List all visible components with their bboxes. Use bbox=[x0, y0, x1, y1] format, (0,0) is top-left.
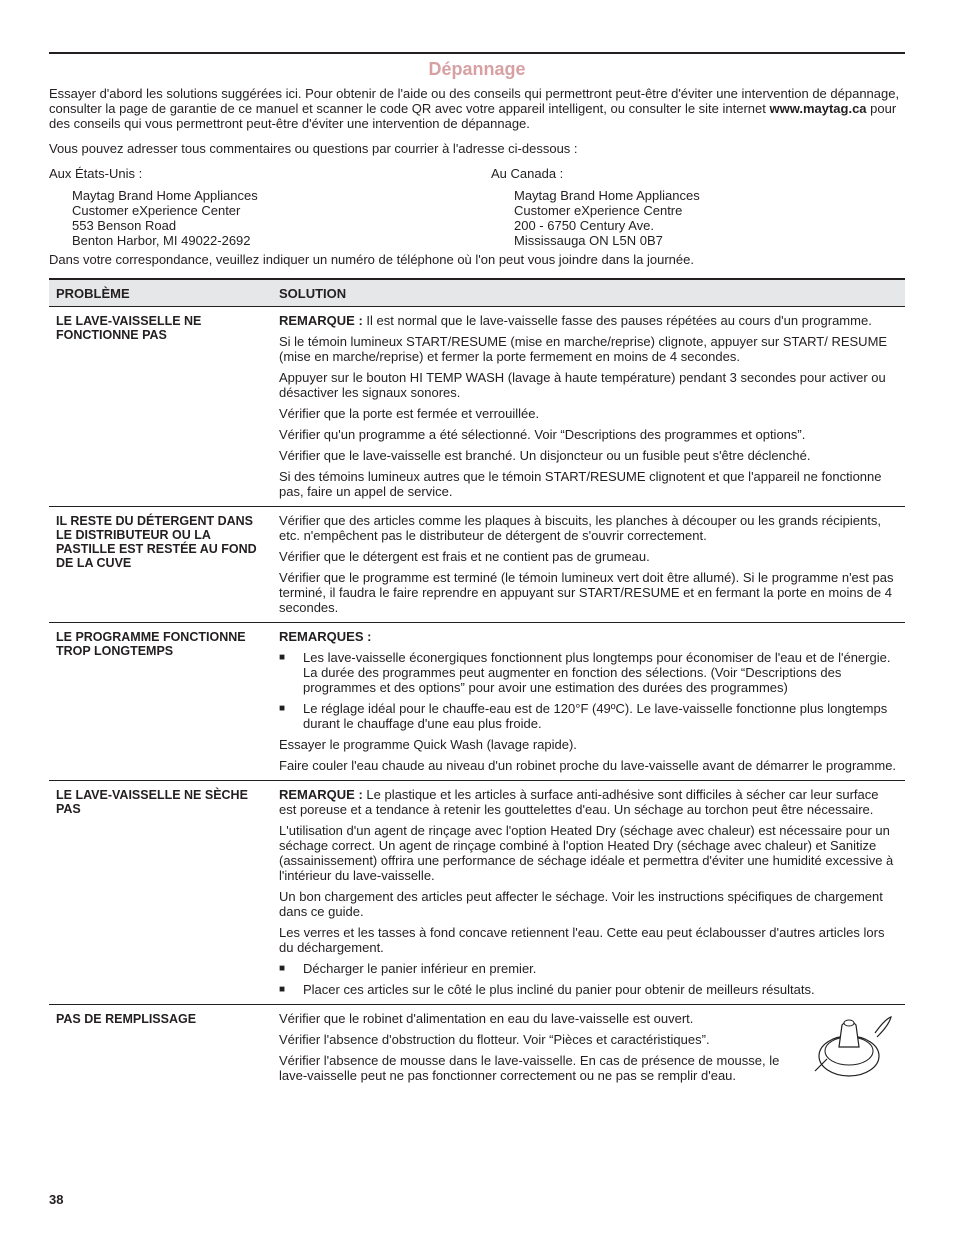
bullet-square-icon: ■ bbox=[279, 963, 286, 974]
bullet-square-icon: ■ bbox=[279, 984, 286, 995]
solution-text: Si le témoin lumineux START/RESUME (mise en marche/reprise) clignote, appuyer sur START/ RESUME (mise en marche/reprise) et fermer la porte fermement en moins de 4 secondes. bbox=[279, 334, 888, 364]
address-line: Customer eXperience Center bbox=[72, 203, 241, 218]
bullet-item bbox=[279, 650, 899, 695]
column-header-solution: SOLUTION bbox=[268, 279, 905, 307]
table-row bbox=[49, 507, 905, 623]
troubleshooting-table bbox=[49, 278, 905, 1090]
top-rule bbox=[49, 52, 905, 54]
bullet-text: Placer ces articles sur le côté le plus incliné du panier pour obtenir de meilleurs résultats. bbox=[303, 982, 815, 997]
solution-text: Vérifier que le lave-vaisselle est branché. Un disjoncteur ou un fusible peut s'être déclenché. bbox=[279, 448, 811, 463]
solution-text bbox=[279, 313, 899, 328]
bullet-text: Les lave-vaisselle éconergiques fonctionnent plus longtemps pour économiser de l'eau et de l'énergie. La durée des programmes peut augmenter en fonction des sélections. (Voir “Descriptions des programmes et des options” pour avoir une estimation des durées des programmes) bbox=[303, 650, 891, 695]
bullet-square-icon: ■ bbox=[279, 703, 286, 714]
solution-text: Faire couler l'eau chaude au niveau d'un robinet proche du lave-vaisselle avant de démarrer le programme. bbox=[279, 758, 897, 773]
solution-text: Vérifier l'absence d'obstruction du flotteur. Voir “Pièces et caractéristiques”. bbox=[279, 1032, 710, 1047]
note-label: REMARQUE : bbox=[279, 787, 363, 802]
solution-text: Vérifier que le programme est terminé (le témoin lumineux vert doit être allumé). Si le programme n'est pas terminé, il faudra le faire reprendre en appuyant sur START/RESUME et en fermant la porte en moins de 4 secondes. bbox=[279, 570, 894, 615]
solution-text bbox=[279, 787, 899, 817]
note-text: Il est normal que le lave-vaisselle fasse des pauses répétées au cours d'un programme. bbox=[362, 313, 872, 328]
address-us bbox=[49, 166, 349, 248]
table-row bbox=[49, 1005, 905, 1091]
closing-note: Dans votre correspondance, veuillez indiquer un numéro de téléphone où l'on peut vous joindre dans la journée. bbox=[49, 252, 694, 267]
problem-cell: LE LAVE-VAISSELLE NE SÈCHE PAS bbox=[49, 781, 268, 1005]
solution-cell bbox=[268, 623, 905, 781]
address-line: Customer eXperience Centre bbox=[514, 203, 683, 218]
solution-text: Vérifier l'absence de mousse dans le lave-vaisselle. En cas de présence de mousse, le lave-vaisselle peut ne pas fonctionner correctement ou ne pas se remplir d'eau. bbox=[279, 1053, 780, 1083]
solution-text: Un bon chargement des articles peut affecter le séchage. Voir les instructions spécifiques de chargement dans ce guide. bbox=[279, 889, 883, 919]
solution-cell bbox=[268, 781, 905, 1005]
float-illustration-icon bbox=[805, 1011, 895, 1081]
bullet-text: Décharger le panier inférieur en premier. bbox=[303, 961, 537, 976]
address-line: 200 - 6750 Century Ave. bbox=[514, 218, 654, 233]
solution-cell bbox=[268, 307, 905, 507]
address-ca bbox=[491, 166, 791, 248]
solution-text: Vérifier que la porte est fermée et verrouillée. bbox=[279, 406, 540, 421]
note-label: REMARQUE : bbox=[279, 313, 363, 328]
intro-text-end: pour des conseils qui vous permettront peut-être d'éviter une intervention de dépannage. bbox=[49, 101, 897, 131]
address-line: Maytag Brand Home Appliances bbox=[72, 188, 258, 203]
intro-paragraph bbox=[49, 86, 905, 131]
address-line: Mississauga ON L5N 0B7 bbox=[514, 233, 663, 248]
intro-text: Essayer d'abord les solutions suggérées ici. Pour obtenir de l'aide ou des conseils qui permettront peut-être d'éviter une intervention de dépannage, consulter la page de garantie de ce manuel et scanner le code QR avec votre appareil intelligent, ou consulter le site internet bbox=[49, 86, 900, 116]
solution-text: Appuyer sur le bouton HI TEMP WASH (lavage à haute température) pendant 3 secondes pour activer ou désactiver les signaux sonores. bbox=[279, 370, 886, 400]
table-row bbox=[49, 781, 905, 1005]
address-us-heading: Aux États-Unis : bbox=[49, 166, 143, 181]
address-line: Maytag Brand Home Appliances bbox=[514, 188, 700, 203]
page-number: 38 bbox=[49, 1192, 64, 1207]
solution-text: Vérifier qu'un programme a été sélectionné. Voir “Descriptions des programmes et options”. bbox=[279, 427, 806, 442]
bullet-text: Le réglage idéal pour le chauffe-eau est de 120°F (49ºC). Le lave-vaisselle fonctionne plus longtemps durant le chauffage d'une eau plus froide. bbox=[303, 701, 888, 731]
intro bbox=[49, 86, 905, 156]
solution-text: Si des témoins lumineux autres que le témoin START/RESUME clignotent et que l'appareil ne fonctionne pas, faire un appel de service. bbox=[279, 469, 882, 499]
solution-cell bbox=[268, 1005, 905, 1091]
solution-text: Vérifier que le détergent est frais et ne contient pas de grumeau. bbox=[279, 549, 650, 564]
page-title: Dépannage bbox=[428, 59, 526, 79]
solution-cell bbox=[268, 507, 905, 623]
table-header-row bbox=[49, 279, 905, 307]
mail-paragraph: Vous pouvez adresser tous commentaires ou questions par courrier à l'adresse ci-dessous : bbox=[49, 141, 578, 156]
column-header-problem: PROBLÈME bbox=[49, 279, 268, 307]
bullet-item bbox=[279, 701, 899, 731]
problem-cell: IL RESTE DU DÉTERGENT DANS LE DISTRIBUTEUR OU LA PASTILLE EST RESTÉE AU FOND DE LA CUVE bbox=[49, 507, 268, 623]
solution-text: Essayer le programme Quick Wash (lavage rapide). bbox=[279, 737, 577, 752]
bullet-item bbox=[279, 961, 899, 976]
note-text: Le plastique et les articles à surface anti-adhésive sont difficiles à sécher car leur surface est poreuse et a tendance à retenir les gouttelettes d'eau. Un séchage au torchon peut être nécessaire. bbox=[279, 787, 879, 817]
solution-text: Vérifier que des articles comme les plaques à biscuits, les planches à découper ou les grands récipients, etc. n'empêchent pas le distributeur de détergent de s'ouvrir correctement. bbox=[279, 513, 881, 543]
problem-cell: LE LAVE-VAISSELLE NE FONCTIONNE PAS bbox=[49, 307, 268, 507]
bullet-square-icon: ■ bbox=[279, 652, 286, 663]
solution-text: Vérifier que le robinet d'alimentation en eau du lave-vaisselle est ouvert. bbox=[279, 1011, 694, 1026]
website-link[interactable]: www.maytag.ca bbox=[769, 101, 867, 116]
bullet-item bbox=[279, 982, 899, 997]
table-row bbox=[49, 623, 905, 781]
address-ca-heading: Au Canada : bbox=[491, 166, 564, 181]
address-line: Benton Harbor, MI 49022-2692 bbox=[72, 233, 251, 248]
table-row bbox=[49, 307, 905, 507]
notes-label: REMARQUES : bbox=[279, 629, 372, 644]
solution-text: L'utilisation d'un agent de rinçage avec l'option Heated Dry (séchage avec chaleur) est nécessaire pour un séchage correct. Un agent de rinçage combiné à l'option Heated Dry (séchage avec chaleur) et Sanitize (assainissement) offrira une performance de séchage idéale et permettra d'éviter une humidité excessive à l'intérieur du lave-vaisselle. bbox=[279, 823, 894, 883]
problem-cell: PAS DE REMPLISSAGE bbox=[56, 1012, 197, 1026]
problem-cell: LE PROGRAMME FONCTIONNE TROP LONGTEMPS bbox=[49, 623, 268, 781]
address-line: 553 Benson Road bbox=[72, 218, 177, 233]
solution-text: Les verres et les tasses à fond concave retiennent l'eau. Cette eau peut éclabousser d'autres articles lors du déchargement. bbox=[279, 925, 885, 955]
